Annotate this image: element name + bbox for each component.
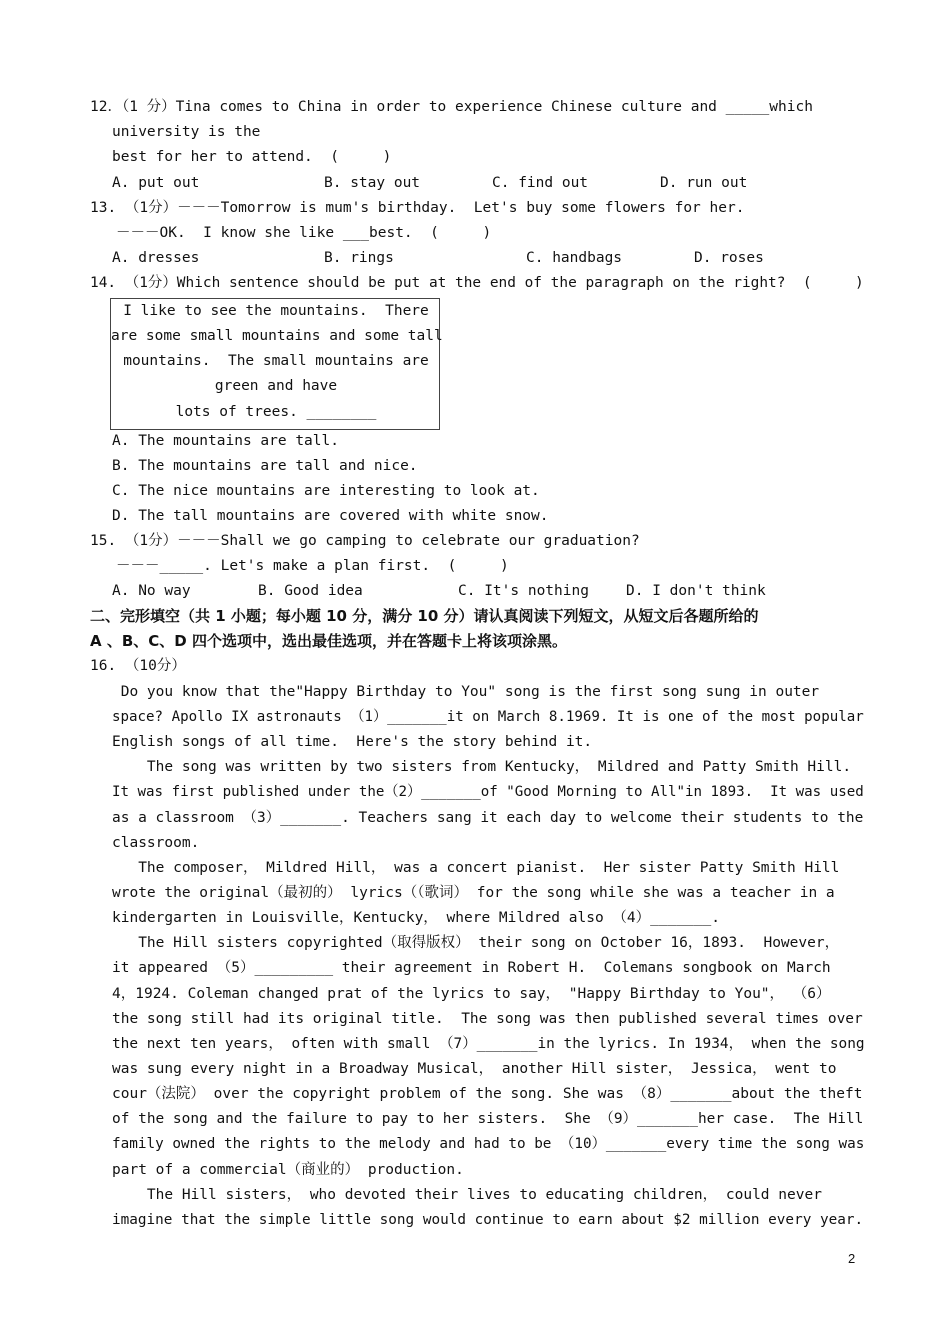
passage-line: The Hill sisters， who devoted their lives to educating children， could never — [112, 1187, 822, 1203]
q15-option-b[interactable]: B. Good idea — [258, 583, 363, 599]
q13-option-b[interactable]: B. rings — [324, 250, 394, 266]
q14-option-d[interactable]: D. The tall mountains are covered with white snow. — [112, 508, 549, 524]
q12-option-a[interactable]: A. put out — [112, 175, 200, 191]
q14-option-c[interactable]: C. The nice mountains are interesting to look at. — [112, 483, 540, 499]
q14-option-a[interactable]: A. The mountains are tall. — [112, 433, 339, 449]
passage-line: The song was written by two sisters from Kentucky， Mildred and Patty Smith Hill. — [112, 759, 852, 775]
q13-option-a[interactable]: A. dresses — [112, 250, 200, 266]
q12-stem: 12．（1 分）Tina comes to China in order to experience Chinese culture and _____which — [90, 99, 813, 115]
passage-line: wrote the original（最初的） lyrics（（歌词） for the song while she was a teacher in a — [112, 885, 835, 901]
q12-option-b[interactable]: B. stay out — [324, 175, 421, 191]
passage-line: was sung every night in a Broadway Musical， another Hill sister， Jessica， went to — [112, 1061, 837, 1077]
section-heading: 二、完形填空（共 1 小题；每小题 10 分，满分 10 分）请认真阅读下列短文，从短文后各题所给的 — [90, 607, 759, 625]
passage-line: the next ten years， often with small （7）_______in the lyrics. In 1934， when the song — [112, 1036, 865, 1052]
passage-line: of the song and the failure to pay to her sisters. She （9）_______her case. The Hill — [112, 1111, 864, 1127]
q14-box-line: green and have — [214, 378, 338, 394]
passage-line: The Hill sisters copyrighted（取得版权） their song on October 16，1893. However， — [112, 935, 840, 951]
q13-stem: 13. （1分）－－－Tomorrow is mum's birthday. Let's buy some flowers for her. — [90, 200, 745, 216]
passage-line: The composer， Mildred Hill， was a concert pianist. Her sister Patty Smith Hill — [112, 860, 840, 876]
q15-stem: 15. （1分）－－－Shall we go camping to celebrate our graduation? — [90, 533, 640, 549]
q14-stem: 14. （1分）Which sentence should be put at the end of the paragraph on the right? ( ) — [90, 275, 864, 291]
q12-stem-cont: university is the — [112, 124, 261, 140]
passage-line: cour（法院） over the copyright problem of the song. She was （8）_______about the theft — [112, 1086, 863, 1102]
q15-option-c[interactable]: C. It's nothing — [458, 583, 589, 599]
q14-box-line: are some small mountains and some tall — [111, 328, 443, 344]
q13-option-c[interactable]: C. handbags — [526, 250, 623, 266]
page-number: 2 — [848, 1251, 856, 1266]
q14-box-line: lots of trees. ________ — [175, 404, 377, 420]
q14-option-b[interactable]: B. The mountains are tall and nice. — [112, 458, 418, 474]
q16-head: 16. （10分） — [90, 658, 186, 674]
q12-option-c[interactable]: C. find out — [492, 175, 589, 191]
q14-box-line: mountains. The small mountains are — [123, 353, 429, 369]
passage-line: It was first published under the（2）_______of "Good Morning to All"in 1893. It was used — [112, 784, 864, 800]
passage-line: as a classroom （3）_______. Teachers sang it each day to welcome their students to the — [112, 810, 864, 826]
q12-stem-cont2: best for her to attend. ( ) — [112, 149, 392, 165]
q14-paragraph-box — [110, 298, 443, 430]
passage-line: the song still had its original title. The song was then published several times over — [112, 1011, 863, 1027]
q15-stem-cont: －－－_____. Let's make a plan first. ( ) — [116, 558, 509, 574]
q13-stem-cont: －－－OK. I know she like ___best. ( ) — [116, 225, 492, 241]
q12-option-d[interactable]: D. run out — [660, 175, 748, 191]
passage-line: classroom. — [112, 835, 200, 851]
passage-line: it appeared （5）_________ their agreement in Robert H. Colemans songbook on March — [112, 960, 831, 976]
passage-line: imagine that the simple little song would continue to earn about $2 million every year. — [112, 1212, 864, 1228]
q15-option-d[interactable]: D. I don't think — [626, 583, 766, 599]
passage-line: 4，1924. Coleman changed prat of the lyrics to say， "Happy Birthday to You"， （6） — [112, 986, 831, 1002]
passage-line: English songs of all time. Here's the story behind it. — [112, 734, 593, 750]
section-heading-cont: A 、B、C、D 四个选项中，选出最佳选项，并在答题卡上将该项涂黑。 — [90, 632, 567, 650]
q13-option-d[interactable]: D. roses — [694, 250, 764, 266]
passage-line: family owned the rights to the melody and had to be （10）_______every time the song was — [112, 1136, 865, 1152]
passage-line: kindergarten in Louisville，Kentucky， where Mildred also （4）_______. — [112, 910, 720, 926]
q15-option-a[interactable]: A. No way — [112, 583, 191, 599]
passage-line: Do you know that the"Happy Birthday to You" song is the first song sung in outer — [112, 684, 820, 700]
q14-box-line: I like to see the mountains. There — [123, 303, 429, 319]
passage-line: space? Apollo IX astronauts （1）_______it on March 8.1969. It is one of the most popular — [112, 709, 864, 725]
passage-line: part of a commercial（商业的） production. — [112, 1162, 464, 1178]
